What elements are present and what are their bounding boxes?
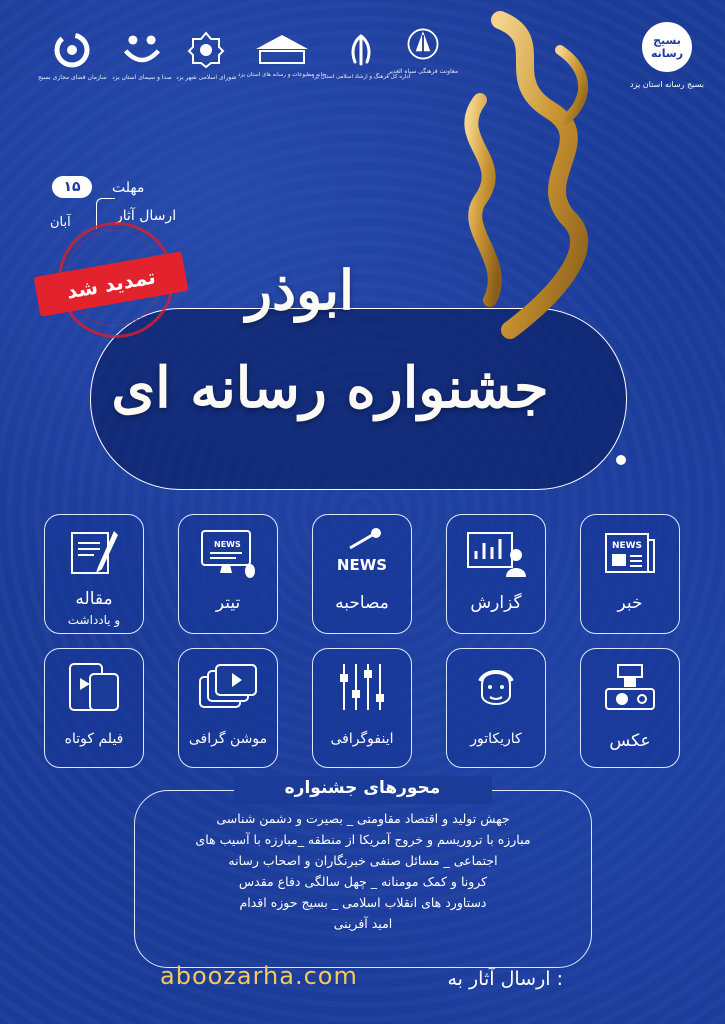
motion-graphic-play-icon <box>179 659 277 715</box>
seda-sima-icon <box>122 30 162 70</box>
camera-icon <box>581 659 679 715</box>
category-label-secondary: و یادداشت <box>67 613 121 627</box>
extended-stamp: تمدید شد <box>34 251 189 316</box>
category-card-headline[interactable] <box>178 514 278 634</box>
category-card-caricature[interactable] <box>446 648 546 768</box>
axes-line: اجتماعی _ مسائل صنفی خبرنگاران و اصحاب رسانه <box>228 853 498 868</box>
category-label: مقاله <box>75 589 113 609</box>
category-label: کاریکاتور <box>470 731 522 747</box>
category-card-photo[interactable] <box>580 648 680 768</box>
title-aboozar: ابوذر <box>245 258 355 322</box>
axes-line: جهش تولید و اقتصاد مقاومتی _ بصیرت و دشمن شناسی <box>216 811 510 826</box>
cyberspace-logo <box>38 30 107 81</box>
category-card-infographic[interactable] <box>312 648 412 768</box>
category-card-interview[interactable] <box>312 514 412 634</box>
category-label: خبر <box>617 593 643 613</box>
logo-caption: اداره کل فرهنگ و ارشاد اسلامی استان یزد <box>312 74 411 80</box>
report-presenter-icon <box>447 525 545 581</box>
frame-dot <box>616 455 626 465</box>
basij-logo-mark-text: بسیج رسانه <box>650 34 684 60</box>
seda-sima-logo <box>112 30 172 81</box>
basij-rasaneh-logo-icon <box>642 22 692 72</box>
news-icon-text: NEWS <box>611 541 643 551</box>
council-logo <box>176 30 236 81</box>
logo-caption: سازمان فضای مجازی بسیج <box>38 74 107 81</box>
deadline-month: آبان <box>50 215 71 230</box>
logo-caption: خانه مطبوعات و رسانه های استان یزد <box>238 72 326 78</box>
axes-text <box>148 808 578 934</box>
newspaper-icon <box>581 525 679 581</box>
mobile-video-icon <box>45 659 143 715</box>
microphone-news-icon <box>313 525 411 581</box>
deadline-label-line1: مهلت <box>112 180 145 196</box>
caricature-face-icon <box>447 659 545 715</box>
axes-line: امید آفرینی <box>333 916 393 931</box>
axes-line: مبارزه با تروریسم و خروج آمریکا از منطقه _مبارزه با آسیب های <box>195 832 531 847</box>
category-label: موشن گرافی <box>188 731 268 747</box>
category-card-short-film[interactable] <box>44 648 144 768</box>
logo-caption: بسیج رسانه استان یزد <box>630 80 704 89</box>
category-label: گزارش <box>470 593 522 613</box>
interview-icon-text: NEWS <box>336 556 388 574</box>
category-card-article[interactable] <box>44 514 144 634</box>
press-house-logo <box>238 28 326 78</box>
headline-icon-text: NEWS <box>214 540 241 549</box>
send-works-label: ارسال آثار به : <box>447 968 563 990</box>
basij-rasaneh-logo <box>627 22 707 89</box>
category-card-news[interactable] <box>580 514 680 634</box>
axes-line: دستاورد های انقلاب اسلامی _ بسیج حوزه اقدام <box>239 895 487 910</box>
category-label: مصاحبه <box>335 593 389 613</box>
category-card-report[interactable] <box>446 514 546 634</box>
axes-line: کرونا و کمک مومنانه _ چهل سالگی دفاع مقدس <box>238 874 488 889</box>
council-emblem-icon <box>186 30 226 70</box>
title-festival: جشنواره رسانه ای <box>111 355 549 421</box>
category-label: فیلم کوتاه <box>64 731 124 747</box>
infographic-sliders-icon <box>313 659 411 715</box>
ershad-logo <box>312 30 410 80</box>
breaking-news-monitor-icon <box>179 525 277 581</box>
gold-calligraphy-emblem <box>440 10 620 340</box>
cyberspace-org-icon <box>52 30 92 70</box>
logo-caption: شورای اسلامی شهر یزد <box>176 74 237 81</box>
notepad-pen-icon <box>45 525 143 581</box>
axes-title: محورهای جشنواره <box>284 778 441 798</box>
press-house-icon <box>252 28 312 68</box>
category-card-motion-graphic[interactable] <box>178 648 278 768</box>
festival-website-link[interactable]: aboozarha.com <box>160 962 358 990</box>
iran-emblem-icon <box>341 30 381 70</box>
logo-caption: صدا و سیمای استان یزد <box>112 74 172 81</box>
deadline-label-line2: ارسال آثار <box>116 208 177 224</box>
deadline-day-badge: ۱۵ <box>52 176 92 198</box>
category-label: اینفوگرافی <box>330 731 394 747</box>
logo-caption: معاونت فرهنگی سپاه الغدیر <box>388 68 458 75</box>
category-label: تیتر <box>215 593 241 613</box>
category-label: عکس <box>609 731 651 751</box>
